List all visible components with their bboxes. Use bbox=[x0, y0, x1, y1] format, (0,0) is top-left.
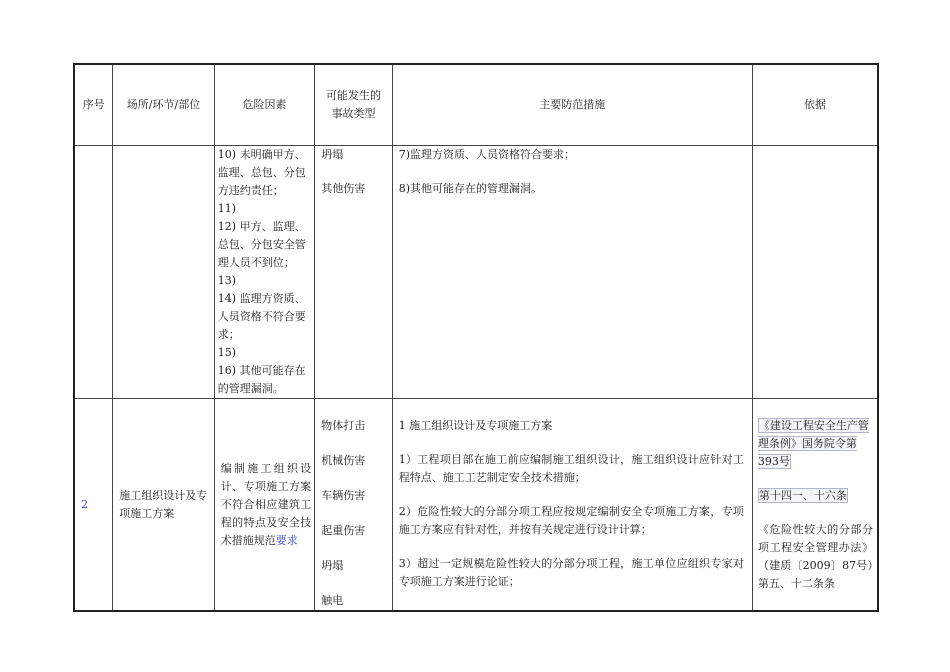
header-measures: 主要防范措施 bbox=[392, 64, 752, 146]
risk-line: 10) 未明确甲方、 bbox=[217, 148, 306, 161]
row1-accidents bbox=[315, 146, 392, 399]
header-accident-type bbox=[315, 64, 392, 146]
row2-seq: 2 bbox=[74, 399, 113, 612]
risk-line: 15) bbox=[217, 346, 237, 359]
row1-seq bbox=[74, 146, 113, 399]
measure-title: 1 施工组织设计及专项施工方案 bbox=[398, 419, 553, 432]
accident-type: 车辆伤害 bbox=[321, 489, 366, 502]
header-risk: 危险因素 bbox=[214, 64, 315, 146]
safety-risk-table bbox=[73, 63, 879, 612]
risk-line: 14) 监理方资质、 bbox=[217, 292, 306, 305]
risk-line: 监理、总包、分包 bbox=[217, 166, 306, 179]
table-row bbox=[74, 146, 878, 399]
accident-type: 其他伤害 bbox=[321, 182, 366, 195]
header-seq: 序号 bbox=[74, 64, 113, 146]
risk-line: 理人员不到位； bbox=[217, 256, 295, 269]
accident-type: 坍塌 bbox=[321, 148, 344, 161]
measure-item: 8)其他可能存在的管理漏洞。 bbox=[398, 182, 543, 195]
risk-line: 16) 其他可能存在 bbox=[217, 364, 306, 377]
risk-line: 总包、分包安全管 bbox=[217, 238, 306, 251]
accident-type: 触电 bbox=[321, 594, 344, 607]
row1-basis bbox=[752, 146, 878, 399]
header-basis: 依据 bbox=[752, 64, 878, 146]
risk-line: 的管理漏洞。 bbox=[217, 382, 284, 395]
basis-article-link[interactable]: 第十四一、十六条 bbox=[758, 489, 847, 502]
risk-line: 13) bbox=[217, 274, 237, 287]
basis-measures-doc: 《危险性较大的分部分项工程安全管理办法》（建质〔2009〕87号）第五、十二条条 bbox=[757, 523, 873, 590]
risk-line: 12) 甲方、监理、 bbox=[217, 220, 306, 233]
row2-risk-tail: 要求 bbox=[275, 533, 298, 547]
row1-measures bbox=[392, 146, 752, 399]
row2-measures bbox=[392, 399, 752, 612]
row1-risk bbox=[214, 146, 315, 399]
row2-risk-text: 编制施工组织设计、专项施工方案不符合相应建筑工程的特点及安全技术措施规范 bbox=[220, 461, 312, 547]
header-place: 场所/环节/部位 bbox=[113, 64, 215, 146]
risk-line: 11) bbox=[217, 202, 237, 215]
risk-line: 方违约责任； bbox=[217, 184, 284, 197]
table-row bbox=[74, 399, 878, 612]
header-accident-line-1: 可能发生的 bbox=[326, 89, 382, 102]
basis-regulation-link[interactable]: 《建设工程安全生产管理条例》国务院令第393号 bbox=[757, 419, 869, 468]
header-accident-line-2: 事故类型 bbox=[331, 107, 376, 120]
row1-place bbox=[113, 146, 215, 399]
risk-line: 求； bbox=[217, 328, 240, 341]
row2-accidents bbox=[315, 399, 392, 612]
measure-item: 3）超过一定规模危险性较大的分部分项工程，施工单位应组织专家对专项施工方案进行论证； bbox=[398, 557, 744, 588]
measure-item: 2）危险性较大的分部分项工程应按规定编制安全专项施工方案，专项施工方案应有针对性，并按有关规定进行设计计算； bbox=[398, 505, 744, 536]
accident-type: 机械伤害 bbox=[321, 454, 366, 467]
measure-item: 1）工程项目部在施工前应编制施工组织设计，施工组织设计应针对工程特点、施工工艺制定安全技术措施； bbox=[398, 453, 744, 484]
table-header-row bbox=[74, 64, 878, 146]
row2-basis bbox=[752, 399, 878, 612]
accident-type: 物体打击 bbox=[321, 419, 366, 432]
risk-line: 人员资格不符合要 bbox=[217, 310, 306, 323]
accident-type: 起重伤害 bbox=[321, 524, 366, 537]
measure-item: 7)监理方资质、人员资格符合要求； bbox=[398, 148, 576, 161]
row2-risk bbox=[214, 399, 315, 612]
row2-place: 施工组织设计及专项施工方案 bbox=[113, 399, 215, 612]
accident-type: 坍塌 bbox=[321, 559, 344, 572]
